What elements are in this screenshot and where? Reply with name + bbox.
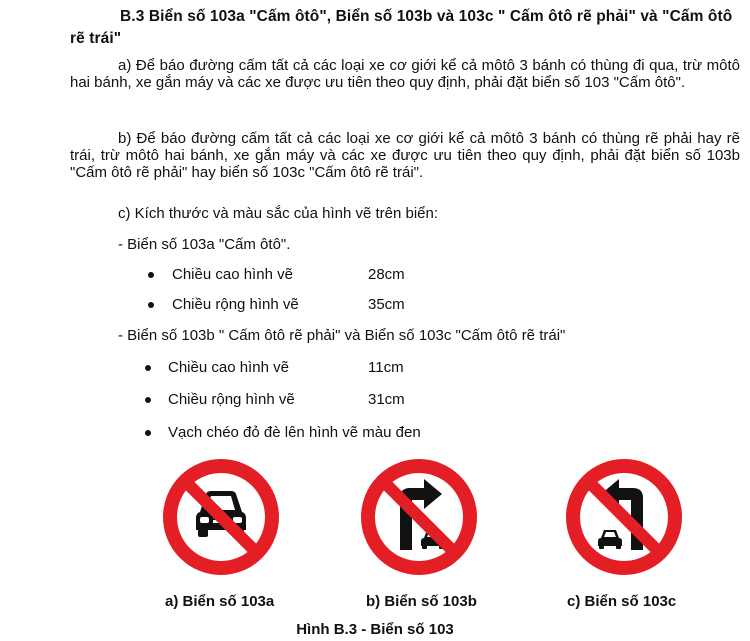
sign-103a-heading: - Biển số 103a "Cấm ôtô". — [118, 236, 291, 253]
sign-103b-image — [360, 458, 478, 576]
caption-103a: a) Biển số 103a — [165, 593, 275, 610]
sign-103a-image — [162, 458, 280, 576]
sign-103bc-note: Vạch chéo đỏ đè lên hình vẽ màu đen — [168, 424, 421, 441]
sign-103a-width-label: Chiều rộng hình vẽ — [172, 296, 299, 313]
sign-103bc-width-label: Chiều rộng hình vẽ — [168, 391, 295, 408]
sign-103bc-height-value: 11cm — [368, 359, 404, 376]
bullet — [148, 272, 154, 278]
sign-103c-image — [565, 458, 683, 576]
bullet — [148, 302, 154, 308]
caption-103c: c) Biển số 103c — [567, 593, 677, 610]
sign-103bc-height-label: Chiều cao hình vẽ — [168, 359, 289, 376]
sign-103a-width-value: 35cm — [368, 296, 405, 313]
sign-103a-height-value: 28cm — [368, 266, 405, 283]
sign-103bc-heading: - Biển số 103b " Cấm ôtô rẽ phải" và Biển số 103c "Cấm ôtô rẽ trái" — [118, 327, 566, 344]
figure-title: Hình B.3 - Biển số 103 — [296, 621, 454, 638]
paragraph-c: c) Kích thước và màu sắc của hình vẽ trên biển: — [118, 205, 439, 222]
sign-103a-height-label: Chiều cao hình vẽ — [172, 266, 293, 283]
bullet — [145, 430, 151, 436]
caption-103b: b) Biển số 103b — [366, 593, 477, 610]
paragraph-b: b) Để báo đường cấm tất cả các loại xe cơ giới kể cả môtô 3 bánh có thùng rẽ phải hay rẽ trái, trừ môtô hai bánh, xe gắn máy và các xe được ưu tiên theo quy định, phải đặt biển số 103b "Cấm ôtô rẽ phải" hay biển số 103c "Cấm ôtô rẽ trái". — [70, 130, 740, 181]
bullet — [145, 365, 151, 371]
sign-103bc-width-value: 31cm — [368, 391, 405, 408]
paragraph-a: a) Để báo đường cấm tất cả các loại xe cơ giới kể cả môtô 3 bánh có thùng đi qua, trừ môtô hai bánh, xe gắn máy và các xe được ưu tiên theo quy định, phải đặt biển số 103 "Cấm ôtô". — [70, 57, 740, 91]
section-title: B.3 Biển số 103a "Cấm ôtô", Biển số 103b và 103c " Cấm ôtô rẽ phải" và "Cấm ôtô rẽ trái" — [70, 8, 733, 47]
bullet — [145, 397, 151, 403]
